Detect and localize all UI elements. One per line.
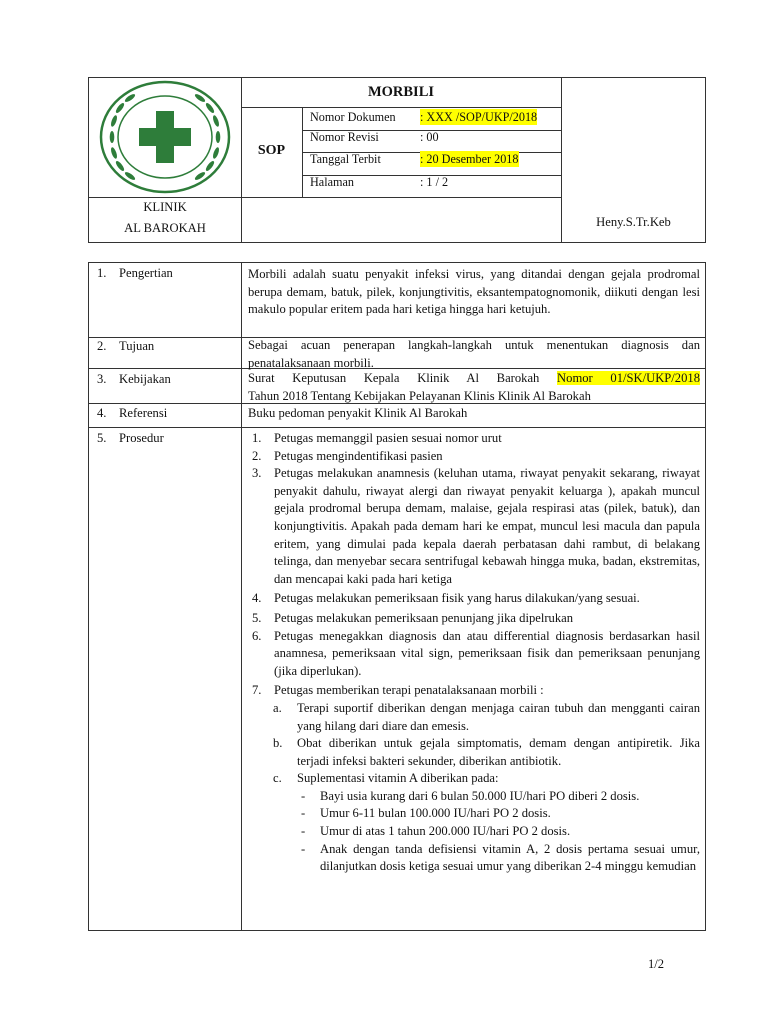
- section-label-tujuan: Tujuan: [119, 339, 155, 353]
- section-number-referensi: 4.: [97, 406, 107, 420]
- prosedur-step: 4. Petugas melakukan pemeriksaan fisik yang harus dilakukan/yang sesuai.: [252, 591, 640, 606]
- meta-value-halaman: : 1 / 2: [420, 175, 449, 189]
- kebijakan-sk-number: Nomor 01/SK/UKP/2018: [557, 371, 700, 385]
- step-text: Petugas melakukan anamnesis (keluhan utama, riwayat penyakit sekarang, riwayat penyakit dahulu, riwayat alergi dan riwayat penyakit keluarga ), apakah muncul gejala prodromal berupa demam, malaise, gejala respirasi atas (pilek, batuk), dan konjungtivitis. Apakah pada demam hari ke empat, muncul lesi macula dan papula eritem, yang dimulai pada kepala daerah perbatasan dahi rambut, di belakang telinga, dan menyebar secara sentrifugal kebawah hingga muka, badan, ekstremitas, dan mencapai kaki pada hari ketiga: [274, 466, 700, 586]
- sop-label: SOP: [257, 143, 286, 158]
- prosedur-step: 1. Petugas memanggil pasien sesuai nomor urut: [252, 431, 502, 445]
- kebijakan-text-a: Surat Keputusan Kepala Klinik Al Barokah: [248, 371, 558, 385]
- dosage-item: - Umur 6-11 bulan 100.000 IU/hari PO 2 dosis.: [301, 806, 551, 821]
- section-number-prosedur: 5.: [97, 431, 107, 445]
- terapi-item: a. Terapi suportif diberikan dengan menjaga cairan tubuh dan mengganti cairan yang hilang dari diare dan emesis.: [273, 700, 700, 733]
- step-text: Petugas melakukan pemeriksaan penunjang jika dipelrukan: [274, 610, 574, 625]
- meta-value-nomor-revisi: : 00: [420, 130, 439, 144]
- clinic-logo: [95, 79, 235, 195]
- clinic-name: [89, 197, 241, 239]
- prosedur-steps: [252, 430, 700, 700]
- dosage-text: Anak dengan tanda defisiensi vitamin A, 2 dosis pertama sesuai umur, dilanjutkan dosis ketiga sesuai umur yang diberikan 2-4 minggu kemudian: [320, 841, 700, 874]
- sop-body-table: [88, 262, 706, 931]
- tujuan-paragraph: Sebagai acuan penerapan langkah-langkah untuk menentukan diagnosis dan penatalaksanaan morbili.: [248, 338, 700, 370]
- section-label-referensi: Referensi: [119, 406, 168, 420]
- signer-name: Heny.S.Tr.Keb: [596, 215, 671, 229]
- tujuan-text: [248, 337, 700, 372]
- section-number-pengertian: 1.: [97, 266, 107, 280]
- meta-label-tanggal-terbit: Tanggal Terbit: [310, 152, 381, 166]
- dosage-item: - Bayi usia kurang dari 6 bulan 50.000 IU/hari PO diberi 2 dosis.: [301, 788, 640, 803]
- dosage-item: - Umur di atas 1 tahun 200.000 IU/hari PO 2 dosis.: [301, 824, 571, 839]
- step-text: Petugas memberikan terapi penatalaksanaan morbili :: [274, 683, 544, 698]
- pengertian-paragraph: Morbili adalah suatu penyakit infeksi virus, yang ditandai dengan gejala prodromal berupa demam, batuk, pilek, konjungtivitis, eksantempatognomonik, diikuti dengan lesi makulo popular eritem pada hari ketiga hingga hari ketujuh.: [248, 267, 700, 317]
- step-text: Petugas memanggil pasien sesuai nomor urut: [274, 431, 502, 445]
- kebijakan-line2: Tahun 2018 Tentang Kebijakan Pelayanan Klinis Klinik Al Barokah: [248, 388, 591, 403]
- section-label-kebijakan: Kebijakan: [119, 372, 171, 386]
- step-text: Petugas melakukan pemeriksaan fisik yang harus dilakukan/yang sesuai.: [274, 591, 640, 606]
- clinic-name-line2: AL BAROKAH: [124, 221, 206, 235]
- clinic-name-line1: KLINIK: [143, 200, 187, 214]
- pengertian-text: [248, 266, 700, 319]
- meta-value-nomor-dokumen: : XXX /SOP/UKP/2018: [420, 110, 538, 124]
- kebijakan-line1: [248, 370, 700, 388]
- dosage-text: Umur di atas 1 tahun 200.000 IU/hari PO 2 dosis.: [320, 824, 571, 839]
- terapi-sublist: [252, 700, 700, 788]
- terapi-item: c. Suplementasi vitamin A diberikan pada:: [273, 771, 499, 786]
- referensi-text: [248, 405, 700, 423]
- terapi-text: Suplementasi vitamin A diberikan pada:: [297, 771, 499, 786]
- dosage-text: Umur 6-11 bulan 100.000 IU/hari PO 2 dosis.: [320, 806, 551, 821]
- dosage-text: Bayi usia kurang dari 6 bulan 50.000 IU/hari PO diberi 2 dosis.: [320, 788, 640, 803]
- section-number-tujuan: 2.: [97, 339, 107, 353]
- step-text: Petugas mengindentifikasi pasien: [274, 448, 443, 463]
- meta-label-halaman: Halaman: [310, 175, 354, 189]
- step-text: Petugas menegakkan diagnosis dan atau differential diagnosis berdasarkan hasil anamnesa, pemeriksaan vital sign, pemeriksaan fisik dan pemeriksaan penunjang (jika diperlukan).: [274, 628, 700, 678]
- terapi-text: Terapi suportif diberikan dengan menjaga cairan tubuh dan mengganti cairan yang hilang dari diare dan emesis.: [297, 700, 700, 733]
- document-title: MORBILI: [367, 84, 435, 100]
- prosedur-step: 3. Petugas melakukan anamnesis (keluhan utama, riwayat penyakit sekarang, riwayat penyakit dahulu, riwayat alergi dan riwayat penyakit keluarga ), apakah muncul gejala prodromal berupa demam, malaise, gejala respirasi atas (pilek, batuk), dan konjungtivitis. Apakah pada demam hari ke empat, muncul lesi macula dan papula eritem, yang dimulai pada kepala daerah perbatasan dahi rambut, di belakang telinga, dan menyebar secara sentrifugal kebawah hingga muka, badan, ekstremitas, dan mencapai kaki pada hari ketiga: [252, 466, 700, 586]
- dosage-item: - Anak dengan tanda defisiensi vitamin A, 2 dosis pertama sesuai umur, dilanjutkan dosis ketiga sesuai umur yang diberikan 2-4 minggu kemudian: [301, 841, 700, 874]
- referensi-paragraph: Buku pedoman penyakit Klinik Al Barokah: [248, 406, 468, 420]
- meta-label-nomor-revisi: Nomor Revisi: [310, 130, 379, 144]
- terapi-text: Obat diberikan untuk gejala simptomatis, demam dengan antipiretik. Jika terjadi infeksi bakteri sekunder, diberikan antibiotik.: [297, 736, 700, 768]
- meta-label-nomor-dokumen: Nomor Dokumen: [310, 110, 396, 124]
- prosedur-content: [252, 430, 700, 876]
- prosedur-step: 2. Petugas mengindentifikasi pasien: [252, 448, 443, 463]
- prosedur-step: 6. Petugas menegakkan diagnosis dan atau differential diagnosis berdasarkan hasil anamnesa, pemeriksaan vital sign, pemeriksaan fisik dan pemeriksaan penunjang (jika diperlukan).: [252, 628, 700, 678]
- section-label-prosedur: Prosedur: [119, 431, 164, 445]
- prosedur-step: 5. Petugas melakukan pemeriksaan penunjang jika dipelrukan: [252, 610, 574, 625]
- section-number-kebijakan: 3.: [97, 372, 107, 386]
- vitamin-a-dosage-list: [252, 788, 700, 876]
- header-table: [88, 77, 706, 243]
- kebijakan-text: [248, 370, 700, 405]
- section-label-pengertian: Pengertian: [119, 266, 173, 280]
- prosedur-step: 7. Petugas memberikan terapi penatalaksanaan morbili :: [252, 683, 544, 698]
- meta-value-tanggal-terbit: : 20 Desember 2018: [420, 152, 519, 166]
- page-number: 1/2: [648, 957, 665, 971]
- terapi-item: b. Obat diberikan untuk gejala simptomatis, demam dengan antipiretik. Jika terjadi infeksi bakteri sekunder, diberikan antibiotik.: [273, 736, 700, 768]
